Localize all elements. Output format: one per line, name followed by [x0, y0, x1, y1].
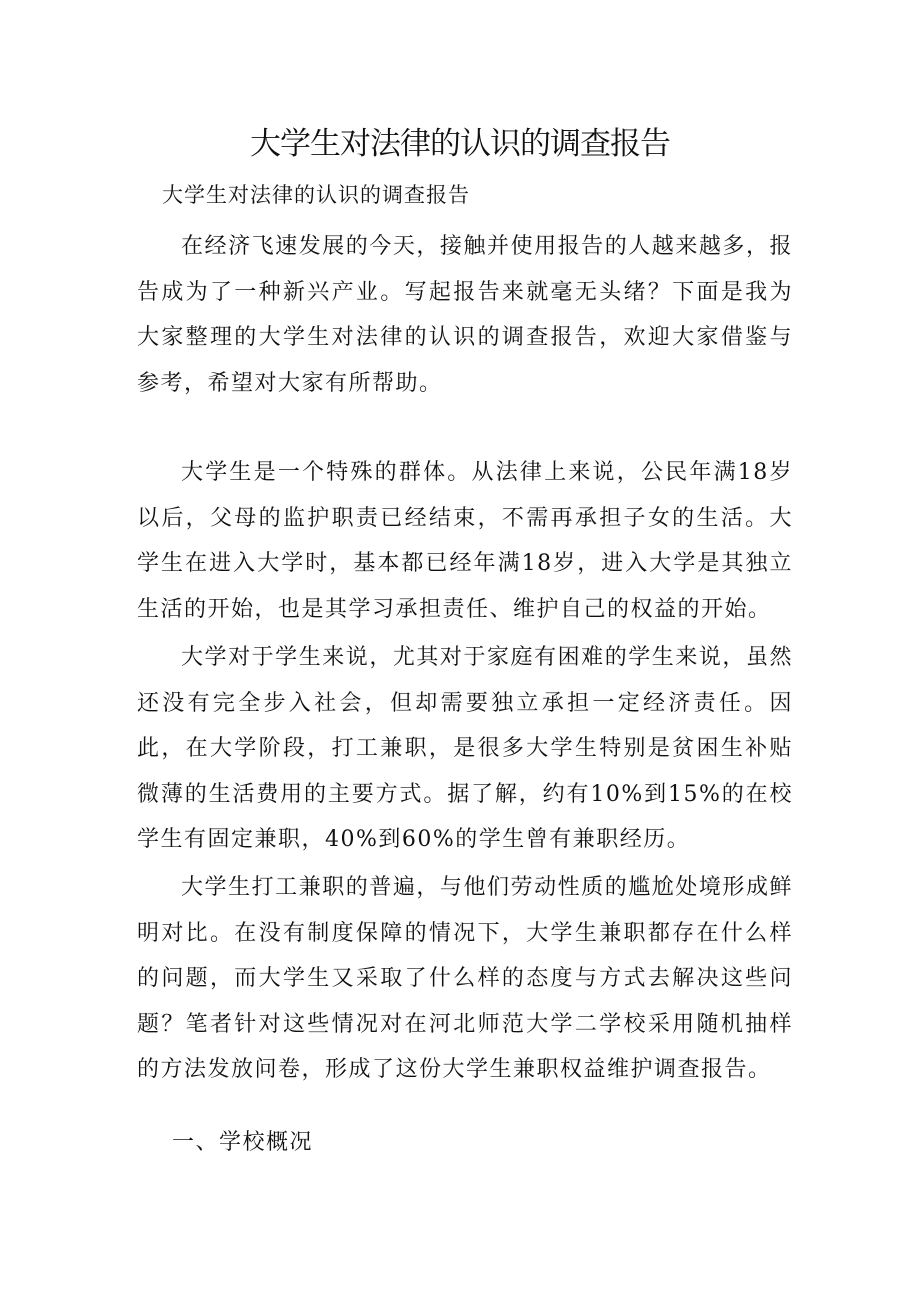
section-heading-school-overview: 一、学校概况: [172, 1130, 314, 1155]
paragraph-survey-purpose: 大学生打工兼职的普遍，与他们劳动性质的尴尬处境形成鲜明对比。在没有制度保障的情况下，大学生兼职都存在什么样的问题，而大学生又采取了什么样的态度与方式去解决这些问题？笔者针对这些情况对在河北师范大学二学校采用随机抽样的方法发放问卷，形成了这份大学生兼职权益维护调查报告。: [137, 875, 793, 1082]
paragraph-intro: 在经济飞速发展的今天，接触并使用报告的人越来越多，报告成为了一种新兴产业。写起报告来就毫无头绪？下面是我为大家整理的大学生对法律的认识的调查报告，欢迎大家借鉴与参考，希望对大家有所帮助。: [137, 234, 793, 396]
paragraph-part-time-work: 大学对于学生来说，尤其对于家庭有困难的学生来说，虽然还没有完全步入社会，但却需要独立承担一定经济责任。因此，在大学阶段，打工兼职，是很多大学生特别是贫困生补贴微薄的生活费用的主要方式。据了解，约有10%到15%的在校学生有固定兼职，40%到60%的学生曾有兼职经历。: [137, 645, 793, 852]
document-subtitle: 大学生对法律的认识的调查报告: [162, 183, 470, 207]
document-title: 大学生对法律的认识的调查报告: [250, 126, 670, 162]
paragraph-special-group: 大学生是一个特殊的群体。从法律上来说，公民年满18岁以后，父母的监护职责已经结束，不需再承担子女的生活。大学生在进入大学时，基本都已经年满18岁，进入大学是其独立生活的开始，也是其学习承担责任、维护自己的权益的开始。: [137, 460, 793, 622]
